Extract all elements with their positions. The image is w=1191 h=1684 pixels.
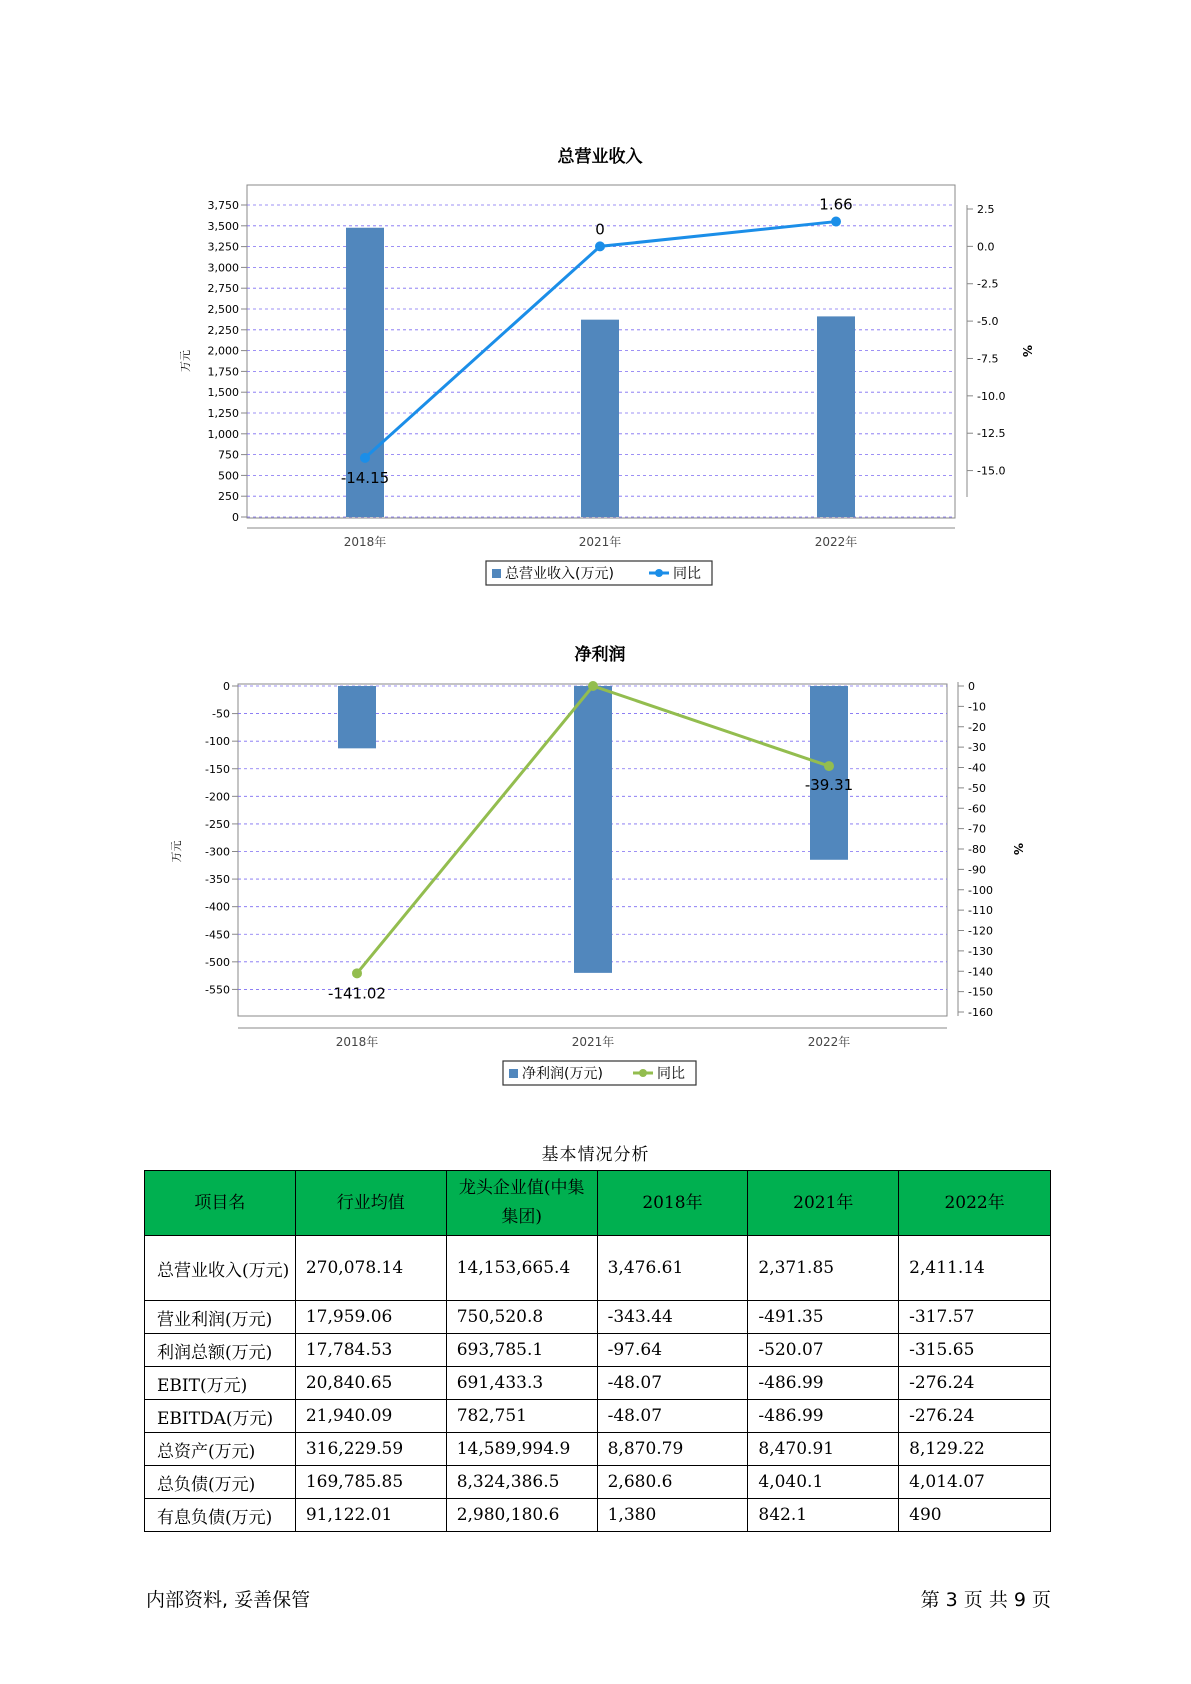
y-tick-label: -300 (205, 845, 230, 859)
table-row (145, 1334, 1051, 1367)
data-label: -39.31 (804, 776, 854, 795)
cell: 21,940.09 (295, 1400, 446, 1433)
cell: 1,380 (597, 1499, 748, 1532)
x-tick-label: 2022年 (814, 535, 858, 549)
legend-bar-label: 净利润(万元) (522, 1066, 603, 1082)
row-label: EBITDA(万元) (145, 1400, 296, 1433)
y-tick-label: 0 (232, 511, 239, 524)
y2-tick-label: -15.0 (977, 464, 1006, 478)
table-row (145, 1433, 1051, 1466)
legend-bar-label: 总营业收入(万元) (505, 566, 614, 582)
cell: 2,680.6 (597, 1466, 748, 1499)
table-row (145, 1499, 1051, 1532)
analysis-table (144, 1170, 1051, 1532)
bar (338, 686, 376, 748)
cell: 8,470.91 (748, 1433, 899, 1466)
cell: 91,122.01 (295, 1499, 446, 1532)
y-tick-label: 0 (223, 680, 230, 693)
y2-tick-label: -80 (968, 843, 986, 856)
legend-line-label: 同比 (673, 566, 701, 582)
cell: -48.07 (597, 1367, 748, 1400)
x-tick-label: 2021年 (578, 535, 622, 549)
y-axis-title: 万元 (179, 350, 192, 372)
table-row (145, 1301, 1051, 1334)
legend-line-marker (639, 1069, 647, 1077)
cell: 20,840.65 (295, 1367, 446, 1400)
y2-tick-label: 0.0 (977, 240, 995, 254)
y2-tick-label: -10.0 (977, 389, 1006, 403)
cell: 750,520.8 (446, 1301, 597, 1334)
y2-tick-label: 2.5 (977, 203, 995, 216)
cell: -486.99 (748, 1400, 899, 1433)
y-tick-label: -100 (205, 735, 230, 749)
row-label: 营业利润(万元) (145, 1301, 296, 1334)
y-tick-label: 1,250 (207, 407, 239, 420)
cell: 2,411.14 (899, 1236, 1051, 1301)
y2-tick-label: -20 (968, 720, 986, 734)
cell: -276.24 (899, 1367, 1051, 1400)
cell: -48.07 (597, 1400, 748, 1433)
y-tick-label: 3,250 (207, 240, 239, 254)
data-label: -14.15 (340, 468, 390, 487)
cell: 490 (899, 1499, 1051, 1532)
row-label: 总负债(万元) (145, 1466, 296, 1499)
y-tick-label: 3,000 (207, 261, 239, 275)
y2-tick-label: -30 (968, 741, 986, 755)
y2-tick-label: -90 (968, 863, 986, 877)
y-tick-label: -400 (205, 900, 230, 914)
header-cell: 2018年 (597, 1171, 748, 1236)
header-cell: 行业均值 (295, 1171, 446, 1236)
y-tick-label: 2,500 (207, 303, 239, 316)
y2-tick-label: -12.5 (977, 427, 1006, 441)
cell: 14,589,994.9 (446, 1433, 597, 1466)
legend-line-label: 同比 (657, 1066, 685, 1082)
cell: -520.07 (748, 1334, 899, 1367)
y-tick-label: 3,500 (207, 219, 239, 233)
table-row (145, 1400, 1051, 1433)
legend-bar-swatch (509, 1069, 518, 1078)
y-tick-label: -350 (205, 873, 230, 887)
cell: 17,784.53 (295, 1334, 446, 1367)
data-label: 1.66 (819, 195, 853, 214)
cell: 691,433.3 (446, 1367, 597, 1400)
y2-tick-label: 0 (968, 680, 975, 693)
y-tick-label: 1,000 (207, 427, 239, 441)
y-tick-label: 2,250 (207, 323, 239, 337)
table-row (145, 1367, 1051, 1400)
header-cell: 龙头企业值(中集集团) (446, 1171, 597, 1236)
y2-tick-label: -40 (968, 761, 986, 775)
y2-tick-label: -160 (968, 1006, 993, 1019)
cell: 4,014.07 (899, 1466, 1051, 1499)
footer-page-number: 第 3 页 共 9 页 (920, 1589, 1051, 1611)
cell: -97.64 (597, 1334, 748, 1367)
cell: 14,153,665.4 (446, 1236, 597, 1301)
data-label: 0 (595, 220, 605, 239)
y2-tick-label: -120 (968, 924, 993, 938)
cell: 17,959.06 (295, 1301, 446, 1334)
y2-tick-label: -2.5 (977, 277, 999, 291)
y2-axis-title: % (1011, 842, 1025, 856)
y-tick-label: 1,750 (207, 365, 239, 379)
chart-title: 净利润 (574, 645, 626, 665)
cell: 316,229.59 (295, 1433, 446, 1466)
y-axis-title: 万元 (170, 840, 183, 863)
cell: 8,324,386.5 (446, 1466, 597, 1499)
cell: 8,129.22 (899, 1433, 1051, 1466)
header-cell: 2022年 (899, 1171, 1051, 1236)
row-label: 利润总额(万元) (145, 1334, 296, 1367)
cell: 8,870.79 (597, 1433, 748, 1466)
y-tick-label: -450 (205, 928, 230, 942)
cell: 842.1 (748, 1499, 899, 1532)
cell: 693,785.1 (446, 1334, 597, 1367)
bar (574, 686, 612, 973)
y-tick-label: 750 (218, 448, 239, 462)
header-cell: 项目名 (145, 1171, 296, 1236)
y2-tick-label: -130 (968, 944, 993, 958)
y2-tick-label: -100 (968, 883, 993, 897)
header-cell: 2021年 (748, 1171, 899, 1236)
table-row (145, 1466, 1051, 1499)
y-tick-label: 250 (218, 490, 239, 504)
y-tick-label: 1,500 (207, 386, 239, 400)
line-point (352, 968, 362, 978)
row-label: 总营业收入(万元) (145, 1236, 296, 1301)
y2-tick-label: -110 (968, 904, 993, 918)
x-tick-label: 2018年 (343, 535, 387, 549)
y2-tick-label: -5.0 (977, 315, 999, 329)
y2-tick-label: -60 (968, 802, 986, 816)
x-tick-label: 2022年 (807, 1035, 851, 1049)
y-tick-label: 3,750 (207, 199, 239, 212)
footer-confidential-note: 内部资料, 妥善保管 (146, 1589, 311, 1611)
cell: 270,078.14 (295, 1236, 446, 1301)
y2-tick-label: -150 (968, 985, 993, 999)
y2-tick-label: -70 (968, 822, 986, 836)
y2-tick-label: -7.5 (977, 352, 999, 366)
cell: -317.57 (899, 1301, 1051, 1334)
line-point (588, 681, 598, 691)
y-tick-label: -200 (205, 790, 230, 804)
cell: 4,040.1 (748, 1466, 899, 1499)
cell: 3,476.61 (597, 1236, 748, 1301)
cell: -315.65 (899, 1334, 1051, 1367)
cell: 2,371.85 (748, 1236, 899, 1301)
y-tick-label: -50 (212, 707, 230, 721)
y2-tick-label: -50 (968, 781, 986, 795)
row-label: 有息负债(万元) (145, 1499, 296, 1532)
cell: -343.44 (597, 1301, 748, 1334)
table-caption: 基本情况分析 (541, 1145, 650, 1165)
chart-title: 总营业收入 (557, 147, 643, 167)
table-header-row (145, 1171, 1051, 1236)
cell: -276.24 (899, 1400, 1051, 1433)
y2-axis-title: % (1020, 344, 1034, 358)
y-tick-label: -500 (205, 955, 230, 969)
row-label: EBIT(万元) (145, 1367, 296, 1400)
y-tick-label: -150 (205, 762, 230, 776)
cell: 2,980,180.6 (446, 1499, 597, 1532)
cell: 782,751 (446, 1400, 597, 1433)
cell: -491.35 (748, 1301, 899, 1334)
bar (810, 686, 848, 860)
y-tick-label: 2,000 (207, 344, 239, 358)
y-tick-label: -550 (205, 983, 230, 997)
y2-tick-label: -140 (968, 965, 993, 979)
cell: -486.99 (748, 1367, 899, 1400)
y-tick-label: -250 (205, 817, 230, 831)
y-tick-label: 500 (218, 469, 239, 483)
table-row (145, 1236, 1051, 1301)
x-tick-label: 2018年 (335, 1035, 379, 1049)
x-tick-label: 2021年 (571, 1035, 615, 1049)
line-point (824, 761, 834, 771)
y-tick-label: 2,750 (207, 282, 239, 296)
data-label: -141.02 (328, 984, 386, 1003)
y2-tick-label: -10 (968, 700, 986, 714)
cell: 169,785.85 (295, 1466, 446, 1499)
row-label: 总资产(万元) (145, 1433, 296, 1466)
